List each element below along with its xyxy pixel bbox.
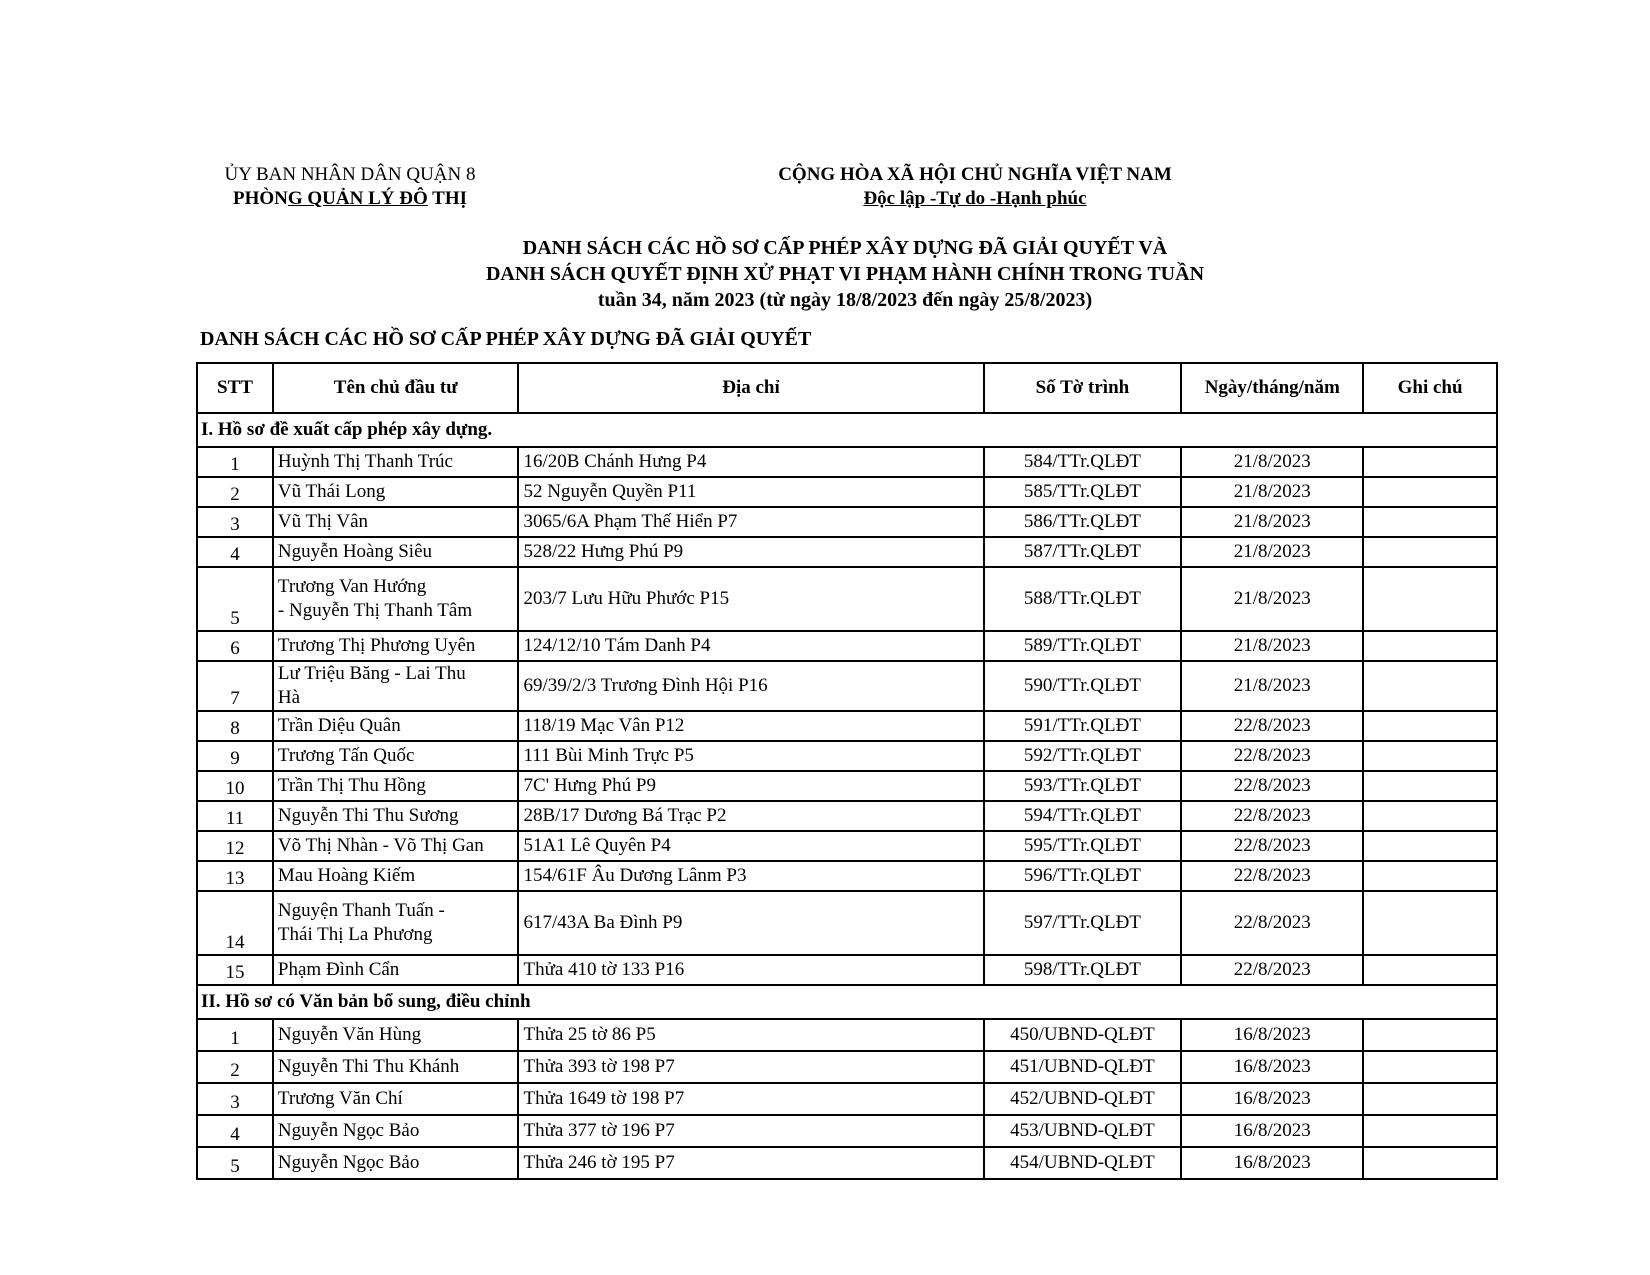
cell-number: 596/TTr.QLĐT [984,861,1182,891]
cell-note [1363,537,1497,567]
cell-stt: 10 [197,771,273,801]
table-row [197,891,1497,955]
cell-investor: Mau Hoàng Kiếm [273,861,519,891]
cell-number: 593/TTr.QLĐT [984,771,1182,801]
cell-date: 21/8/2023 [1181,567,1363,631]
cell-stt: 3 [197,507,273,537]
cell-investor: Nguyễn Hoàng Siêu [273,537,519,567]
cell-stt: 11 [197,801,273,831]
table-row [197,711,1497,741]
table-row [197,631,1497,661]
cell-date: 22/8/2023 [1181,891,1363,955]
cell-investor: Nguyễn Ngọc Bảo [273,1147,519,1179]
cell-address: 52 Nguyễn Quyền P11 [518,477,983,507]
cell-date: 16/8/2023 [1181,1147,1363,1179]
section-title: I. Hồ sơ đề xuất cấp phép xây dựng. [197,413,1497,447]
cell-note [1363,771,1497,801]
cell-investor: Trương Văn Chí [273,1083,519,1115]
cell-note [1363,1115,1497,1147]
cell-investor: Võ Thị Nhàn - Võ Thị Gan [273,831,519,861]
cell-address: 124/12/10 Tám Danh P4 [518,631,983,661]
cell-number: 454/UBND-QLĐT [984,1147,1182,1179]
cell-address: Thửa 410 tờ 133 P16 [518,955,983,985]
table-row [197,1147,1497,1179]
cell-date: 22/8/2023 [1181,861,1363,891]
table-header-row [197,363,1497,413]
cell-date: 16/8/2023 [1181,1115,1363,1147]
cell-stt: 4 [197,537,273,567]
cell-date: 21/8/2023 [1181,447,1363,477]
cell-note [1363,507,1497,537]
cell-number: 595/TTr.QLĐT [984,831,1182,861]
column-header-note: Ghi chú [1363,363,1497,413]
cell-date: 22/8/2023 [1181,801,1363,831]
cell-note [1363,447,1497,477]
cell-note [1363,661,1497,711]
cell-date: 21/8/2023 [1181,477,1363,507]
table-row [197,1051,1497,1083]
section-subtitle: DANH SÁCH CÁC HỒ SƠ CẤP PHÉP XÂY DỰNG ĐÃ GIẢI QUYẾT [200,328,812,350]
cell-address: Thửa 25 tờ 86 P5 [518,1019,983,1051]
cell-note [1363,477,1497,507]
cell-stt: 1 [197,1019,273,1051]
column-header-date: Ngày/tháng/năm [1181,363,1363,413]
cell-date: 21/8/2023 [1181,631,1363,661]
cell-address: 617/43A Ba Đình P9 [518,891,983,955]
table-row [197,1083,1497,1115]
cell-investor: Nguyễn Văn Hùng [273,1019,519,1051]
cell-stt: 4 [197,1115,273,1147]
cell-note [1363,801,1497,831]
issuer-department-underlined: G QUẢN LÝ ĐÔ [287,188,428,209]
cell-address: 7C' Hưng Phú P9 [518,771,983,801]
cell-address: Thửa 393 tờ 198 P7 [518,1051,983,1083]
table-row [197,1115,1497,1147]
issuer-department [200,187,500,211]
issuer-department-post: THỊ [427,188,468,209]
cell-number: 450/UBND-QLĐT [984,1019,1182,1051]
cell-note [1363,1147,1497,1179]
cell-investor: Nguyễn Ngọc Bảo [273,1115,519,1147]
cell-address: 111 Bùi Minh Trực P5 [518,741,983,771]
document-title [340,235,1350,313]
section-row [197,985,1497,1019]
section-title: II. Hồ sơ có Văn bản bổ sung, điều chỉnh [197,985,1497,1019]
issuer-header [200,163,500,211]
cell-investor: Trương Van Hướng - Nguyễn Thị Thanh Tâm [273,567,519,631]
table-row [197,567,1497,631]
national-title: CỘNG HÒA XÃ HỘI CHỦ NGHĨA VIỆT NAM [778,164,1172,185]
cell-stt: 15 [197,955,273,985]
cell-investor: Lư Triệu Băng - Lai Thu Hà [273,661,519,711]
cell-investor: Phạm Đình Cẩn [273,955,519,985]
column-header-address: Địa chỉ [518,363,983,413]
cell-stt: 13 [197,861,273,891]
cell-address: Thửa 377 tờ 196 P7 [518,1115,983,1147]
table-row [197,861,1497,891]
cell-investor: Trương Tấn Quốc [273,741,519,771]
cell-date: 21/8/2023 [1181,507,1363,537]
table-row [197,831,1497,861]
cell-investor: Nguyễn Thi Thu Sương [273,801,519,831]
document-title-line1: DANH SÁCH CÁC HỒ SƠ CẤP PHÉP XÂY DỰNG ĐÃ GIẢI QUYẾT VÀ [522,237,1168,259]
cell-number: 597/TTr.QLĐT [984,891,1182,955]
cell-address: 118/19 Mạc Vân P12 [518,711,983,741]
cell-note [1363,1051,1497,1083]
table-row [197,537,1497,567]
cell-number: 586/TTr.QLĐT [984,507,1182,537]
cell-date: 16/8/2023 [1181,1019,1363,1051]
cell-number: 591/TTr.QLĐT [984,711,1182,741]
cell-date: 22/8/2023 [1181,771,1363,801]
cell-address: 154/61F Âu Dương Lânm P3 [518,861,983,891]
cell-stt: 12 [197,831,273,861]
table-body [197,413,1497,1179]
cell-date: 16/8/2023 [1181,1083,1363,1115]
cell-date: 21/8/2023 [1181,661,1363,711]
cell-date: 16/8/2023 [1181,1051,1363,1083]
column-header-stt: STT [197,363,273,413]
cell-number: 587/TTr.QLĐT [984,537,1182,567]
section-row [197,413,1497,447]
cell-number: 585/TTr.QLĐT [984,477,1182,507]
issuer-department-pre: PHÒN [232,188,288,209]
cell-address: Thửa 246 tờ 195 P7 [518,1147,983,1179]
table-row [197,507,1497,537]
cell-investor: Vũ Thái Long [273,477,519,507]
cell-date: 22/8/2023 [1181,831,1363,861]
cell-stt: 8 [197,711,273,741]
national-header [760,163,1190,211]
cell-address: 28B/17 Dương Bá Trạc P2 [518,801,983,831]
cell-note [1363,831,1497,861]
issuer-committee: ỦY BAN NHÂN DÂN QUẬN 8 [224,164,476,185]
cell-note [1363,631,1497,661]
cell-number: 584/TTr.QLĐT [984,447,1182,477]
cell-address: Thửa 1649 tờ 198 P7 [518,1083,983,1115]
cell-number: 588/TTr.QLĐT [984,567,1182,631]
cell-number: 594/TTr.QLĐT [984,801,1182,831]
cell-stt: 2 [197,477,273,507]
cell-note [1363,1083,1497,1115]
cell-stt: 9 [197,741,273,771]
cell-stt: 5 [197,1147,273,1179]
table-row [197,661,1497,711]
cell-address: 51A1 Lê Quyên P4 [518,831,983,861]
cell-note [1363,711,1497,741]
cell-stt: 6 [197,631,273,661]
cell-address: 16/20B Chánh Hưng P4 [518,447,983,477]
table-row [197,741,1497,771]
cell-number: 590/TTr.QLĐT [984,661,1182,711]
cell-number: 451/UBND-QLĐT [984,1051,1182,1083]
cell-number: 598/TTr.QLĐT [984,955,1182,985]
cell-investor: Trương Thị Phương Uyên [273,631,519,661]
cell-investor: Huỳnh Thị Thanh Trúc [273,447,519,477]
cell-note [1363,567,1497,631]
cell-stt: 2 [197,1051,273,1083]
table-row [197,1019,1497,1051]
cell-number: 453/UBND-QLĐT [984,1115,1182,1147]
table-row [197,447,1497,477]
cell-note [1363,891,1497,955]
column-header-investor: Tên chủ đầu tư [273,363,519,413]
cell-address: 528/22 Hưng Phú P9 [518,537,983,567]
cell-note [1363,1019,1497,1051]
cell-note [1363,741,1497,771]
table-row [197,955,1497,985]
cell-stt: 7 [197,661,273,711]
cell-note [1363,861,1497,891]
document-title-line2: DANH SÁCH QUYẾT ĐỊNH XỬ PHẠT VI PHẠM HÀNH CHÍNH TRONG TUẦN [485,263,1205,285]
national-motto: Độc lập -Tự do -Hạnh phúc [863,188,1087,209]
cell-date: 22/8/2023 [1181,711,1363,741]
cell-stt: 14 [197,891,273,955]
cell-stt: 1 [197,447,273,477]
cell-investor: Vũ Thị Vân [273,507,519,537]
cell-number: 452/UBND-QLĐT [984,1083,1182,1115]
cell-date: 22/8/2023 [1181,955,1363,985]
cell-address: 69/39/2/3 Trương Đình Hội P16 [518,661,983,711]
table-row [197,801,1497,831]
column-header-number: Số Tờ trình [984,363,1182,413]
cell-address: 3065/6A Phạm Thế Hiển P7 [518,507,983,537]
cell-address: 203/7 Lưu Hữu Phước P15 [518,567,983,631]
document-title-line3: tuần 34, năm 2023 (từ ngày 18/8/2023 đến ngày 25/8/2023) [597,289,1093,311]
cell-number: 592/TTr.QLĐT [984,741,1182,771]
table-row [197,771,1497,801]
cell-investor: Nguyễn Thi Thu Khánh [273,1051,519,1083]
cell-date: 21/8/2023 [1181,537,1363,567]
cell-stt: 3 [197,1083,273,1115]
cell-note [1363,955,1497,985]
cell-date: 22/8/2023 [1181,741,1363,771]
cell-investor: Nguyện Thanh Tuấn - Thái Thị La Phương [273,891,519,955]
cell-investor: Trần Diệu Quân [273,711,519,741]
table-row [197,477,1497,507]
cell-investor: Trần Thị Thu Hồng [273,771,519,801]
cell-stt: 5 [197,567,273,631]
cell-number: 589/TTr.QLĐT [984,631,1182,661]
permit-table [196,362,1498,1180]
